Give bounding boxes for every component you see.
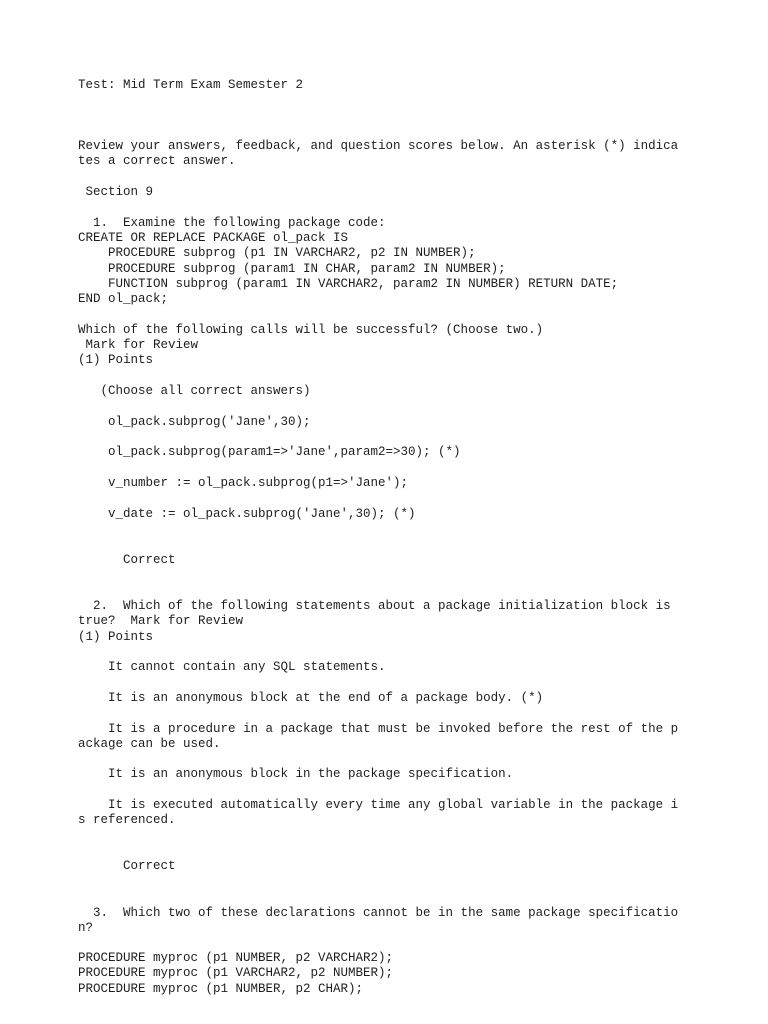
question-1-stem: 1. Examine the following package code: [78, 216, 386, 230]
choose-all-note: (Choose all correct answers) [78, 384, 311, 398]
answer-option: v_number := ol_pack.subprog(p1=>'Jane'); [78, 476, 409, 490]
question-3-stem: n? [78, 921, 94, 935]
question-2-stem: true? Mark for Review [78, 614, 244, 628]
intro-text: Review your answers, feedback, and question scores below. An asterisk (*) indica [78, 139, 679, 153]
question-1-text: Which of the following calls will be successful? (Choose two.) [78, 323, 544, 337]
code-line: PROCEDURE myproc (p1 NUMBER, p2 VARCHAR2); [78, 951, 394, 965]
answer-option: s referenced. [78, 813, 176, 827]
section-heading: Section 9 [78, 185, 154, 199]
code-line: END ol_pack; [78, 292, 169, 306]
result-feedback: Correct [78, 553, 176, 567]
code-line: FUNCTION subprog (param1 IN VARCHAR2, param2 IN NUMBER) RETURN DATE; [78, 277, 619, 291]
code-line: PROCEDURE subprog (param1 IN CHAR, param2 IN NUMBER); [78, 262, 506, 276]
answer-option: It cannot contain any SQL statements. [78, 660, 386, 674]
result-feedback: Correct [78, 859, 176, 873]
answer-option: ackage can be used. [78, 737, 221, 751]
answer-option: It is an anonymous block in the package specification. [78, 767, 514, 781]
answer-option: ol_pack.subprog(param1=>'Jane',param2=>30); (*) [78, 445, 461, 459]
answer-option: v_date := ol_pack.subprog('Jane',30); (*) [78, 507, 416, 521]
code-line: PROCEDURE myproc (p1 VARCHAR2, p2 NUMBER); [78, 966, 394, 980]
question-points: (1) Points [78, 630, 154, 644]
answer-option: ol_pack.subprog('Jane',30); [78, 415, 311, 429]
answer-option: It is an anonymous block at the end of a package body. (*) [78, 691, 544, 705]
answer-option: It is a procedure in a package that must be invoked before the rest of the p [78, 722, 679, 736]
question-3-stem: 3. Which two of these declarations cannot be in the same package specificatio [78, 906, 679, 920]
intro-text: tes a correct answer. [78, 154, 236, 168]
answer-option: It is executed automatically every time any global variable in the package i [78, 798, 679, 812]
code-line: PROCEDURE subprog (p1 IN VARCHAR2, p2 IN NUMBER); [78, 246, 476, 260]
code-line: PROCEDURE myproc (p1 NUMBER, p2 CHAR); [78, 982, 364, 996]
mark-for-review: Mark for Review [78, 338, 199, 352]
question-points: (1) Points [78, 353, 154, 367]
code-line: CREATE OR REPLACE PACKAGE ol_pack IS [78, 231, 349, 245]
question-2-stem: 2. Which of the following statements about a package initialization block is [78, 599, 671, 613]
page-title: Test: Mid Term Exam Semester 2 [78, 78, 304, 92]
